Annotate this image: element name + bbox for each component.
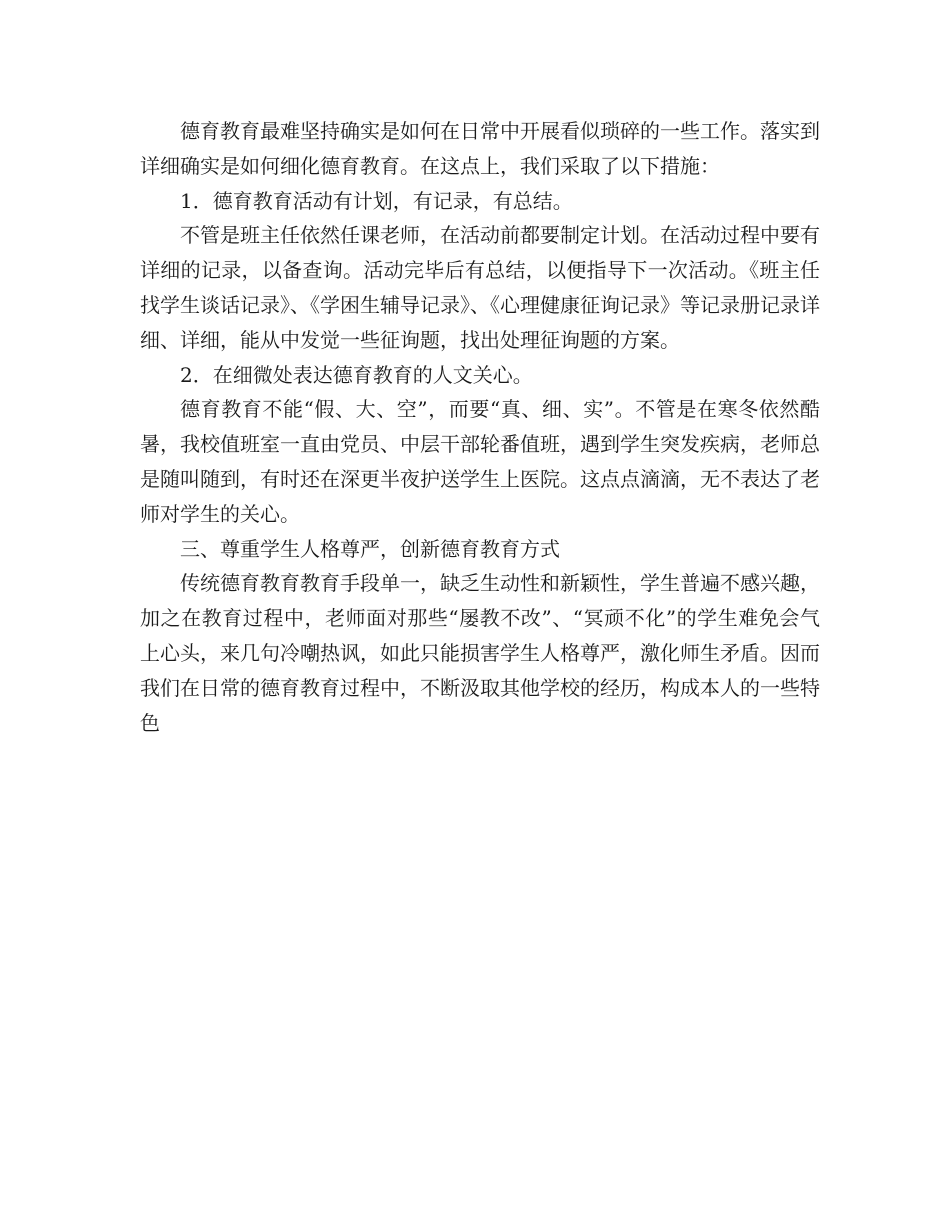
- paragraph-traditional-methods: 传统德育教育教育手段单一，缺乏生动性和新颖性，学生普遍不感兴趣，加之在教育过程中，老师面对那些“屡教不改”、“冥顽不化”的学生难免会气上心头，来几句冷嘲热讽，如此只能损害学生人格尊严，激化师生矛盾。因而我们在日常的德育教育过程中，不断汲取其他学校的经历，构成本人的一些特色: [140, 571, 820, 735]
- document-body: [140, 114, 820, 740]
- paragraph-intro: 德育教育最难坚持确实是如何在日常中开展看似琐碎的一些工作。落实到详细确实是如何细化德育教育。在这点上，我们采取了以下措施：: [140, 119, 820, 178]
- paragraph-heading-2: 2．在细微处表达德育教育的人文关心。: [180, 362, 533, 387]
- paragraph-heading-1: 1．德育教育活动有计划，有记录，有总结。: [180, 188, 573, 213]
- section-heading-3: 三、尊重学生人格尊严，创新德育教育方式: [180, 536, 560, 561]
- paragraph-humanistic-care: 德育教育不能“假、大、空”，而要“真、细、实”。不管是在寒冬依然酷暑，我校值班室一直由党员、中层干部轮番值班，遇到学生突发疾病，老师总是随叫随到，有时还在深更半夜护送学生上医院。这点点滴滴，无不表达了老师对学生的关心。: [140, 397, 820, 526]
- paragraph-plan-records: 不管是班主任依然任课老师，在活动前都要制定计划。在活动过程中要有详细的记录，以备查询。活动完毕后有总结，以便指导下一次活动。《班主任找学生谈话记录》、《学困生辅导记录》、《心理健康征询记录》等记录册记录详细、详细，能从中发觉一些征询题，找出处理征询题的方案。: [140, 223, 820, 352]
